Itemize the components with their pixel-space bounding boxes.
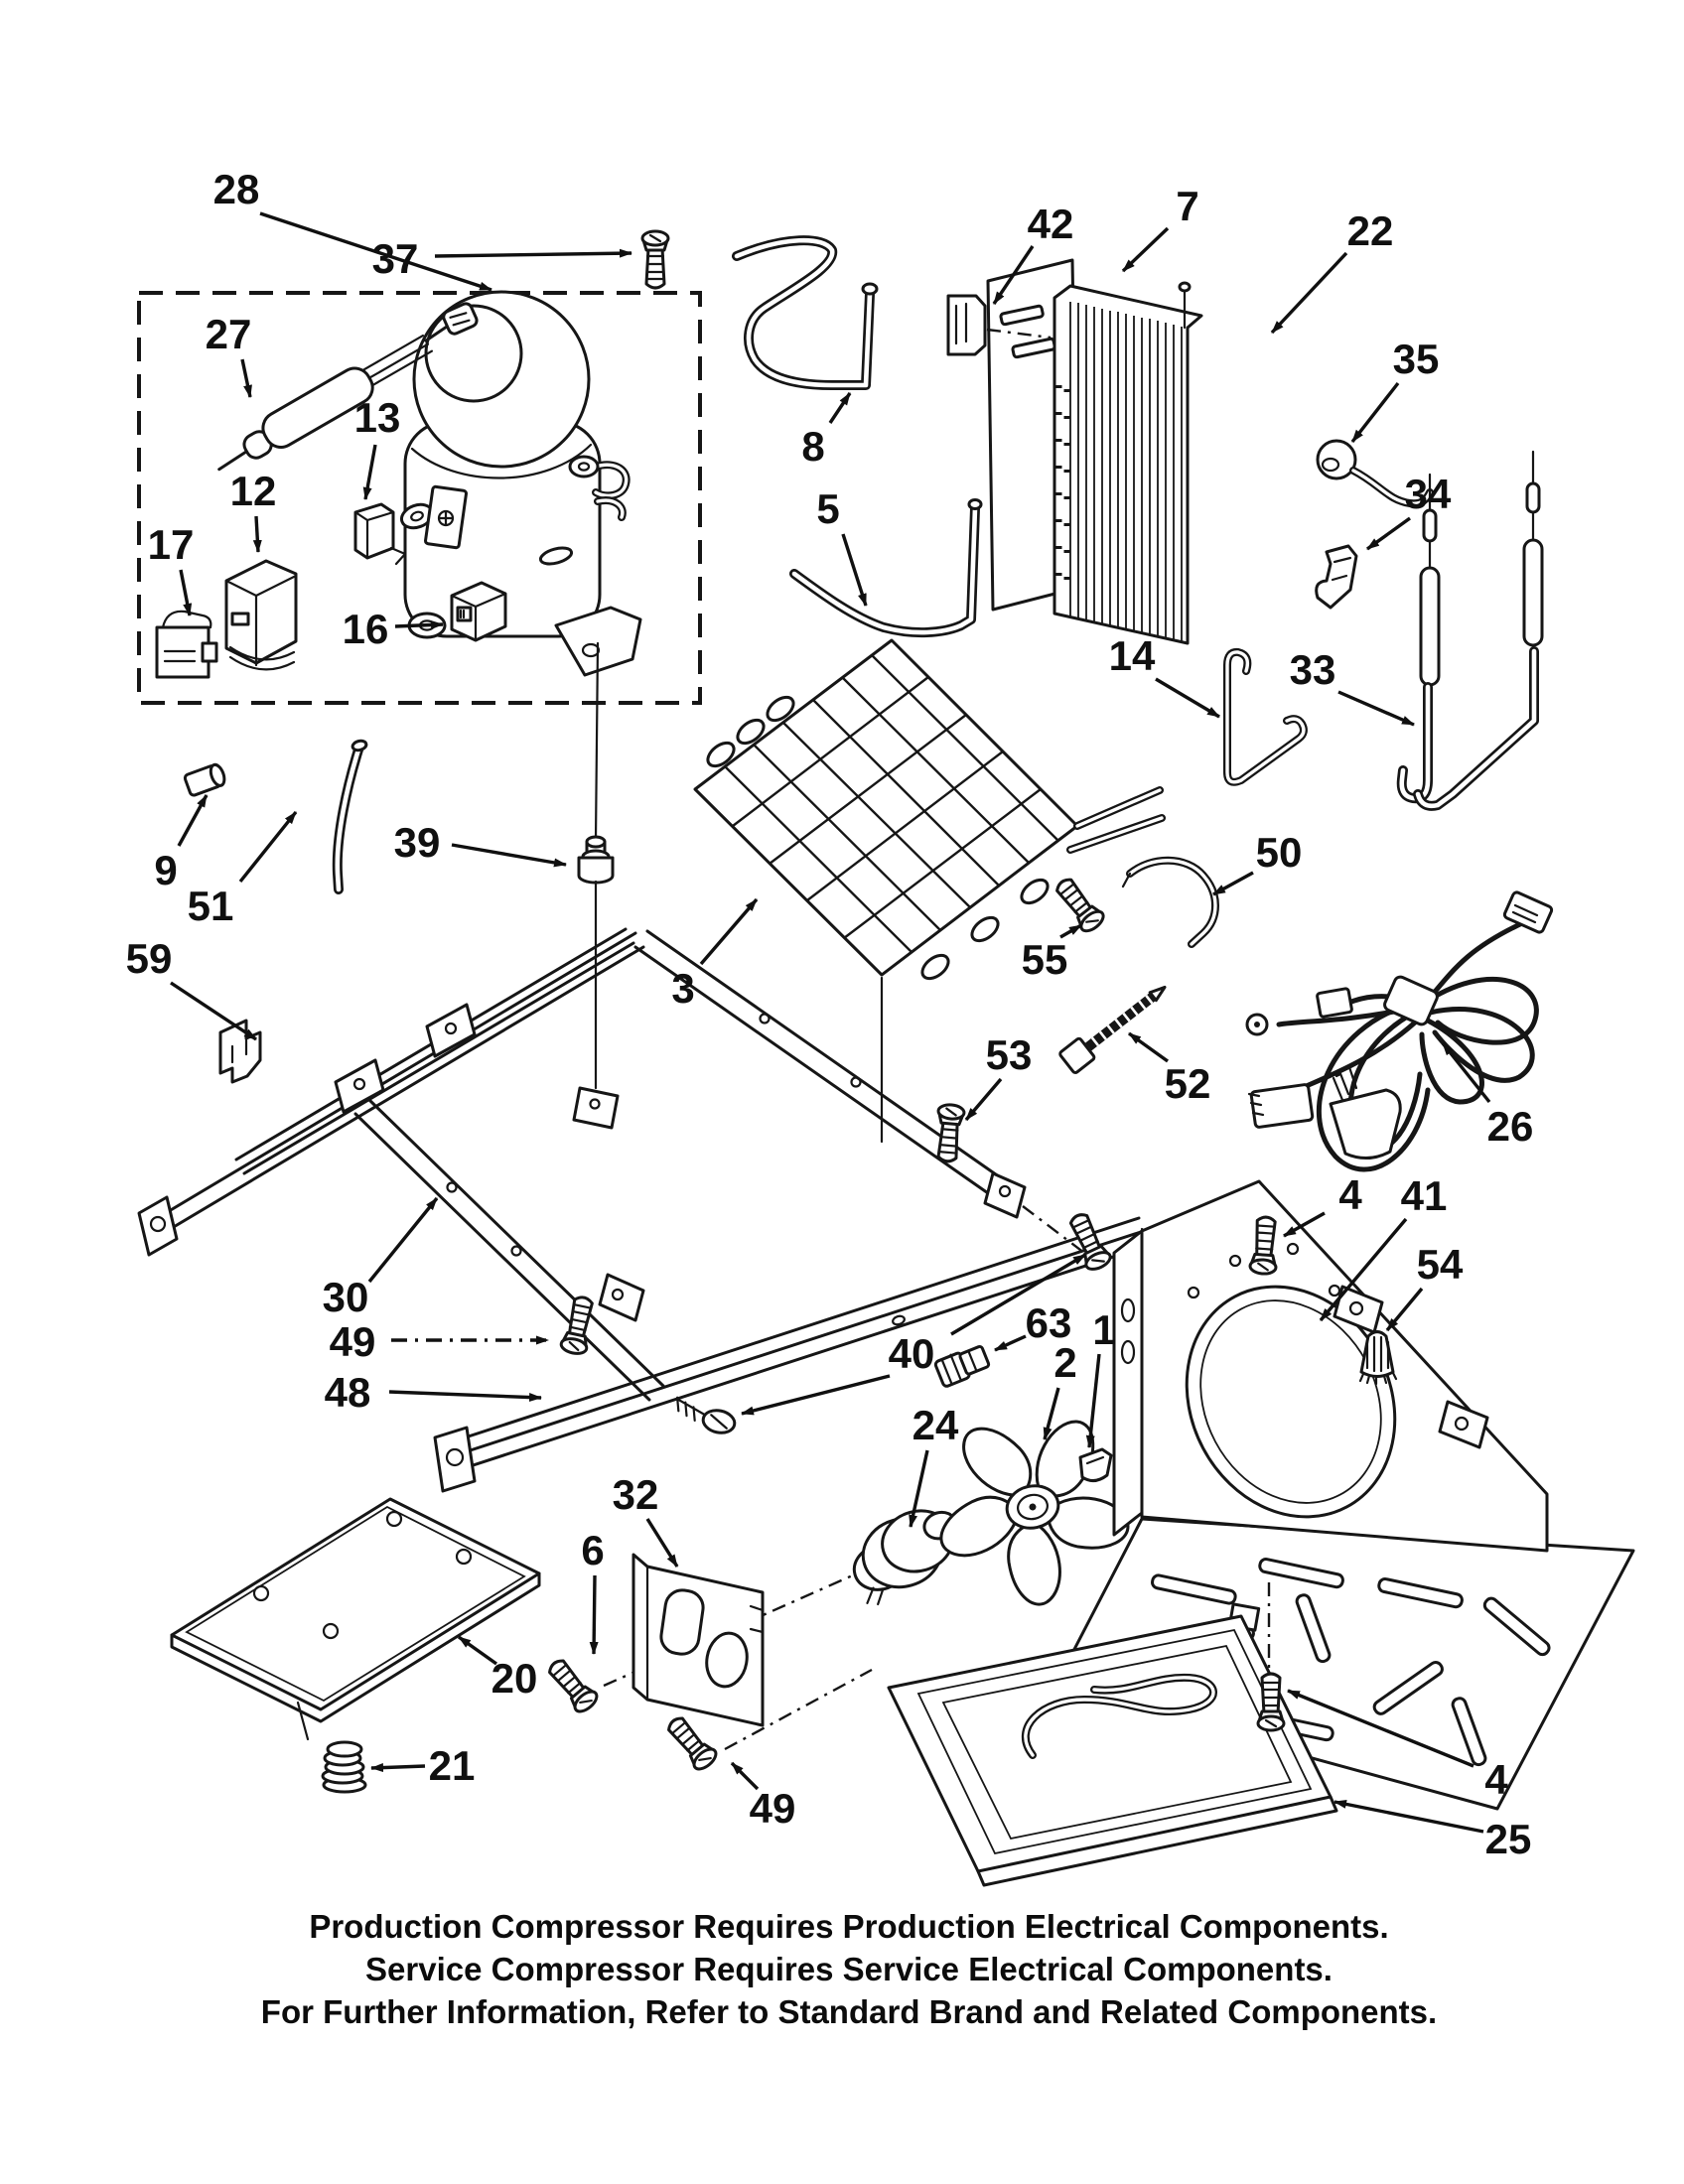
screw-49-bottom bbox=[663, 1712, 720, 1772]
callout-37 bbox=[372, 235, 632, 282]
leader-arrow-34 bbox=[1367, 518, 1410, 549]
callout-49 bbox=[732, 1763, 795, 1832]
clip-1 bbox=[1080, 1449, 1111, 1481]
part-number-39: 39 bbox=[393, 819, 441, 866]
leader-arrow-30 bbox=[369, 1198, 437, 1282]
part-number-9: 9 bbox=[154, 847, 178, 893]
spring-grommet-21 bbox=[323, 1742, 365, 1792]
callout-25 bbox=[1334, 1802, 1531, 1862]
start-device-17 bbox=[157, 612, 216, 677]
callout-53 bbox=[966, 1031, 1032, 1120]
callout-35 bbox=[1352, 336, 1439, 442]
cover-plate-20 bbox=[172, 1499, 539, 1739]
leader-arrow-33 bbox=[1338, 692, 1414, 725]
note-line-1: Production Compressor Requires Production Electrical Components. bbox=[309, 1908, 1389, 1945]
rail-assembly-30 bbox=[139, 929, 1084, 1400]
callout-27 bbox=[206, 311, 252, 397]
leader-arrow-8 bbox=[830, 393, 850, 423]
part-number-51: 51 bbox=[187, 883, 234, 929]
leader-arrow-5 bbox=[843, 534, 866, 606]
part-number-17: 17 bbox=[147, 521, 195, 568]
part-number-24: 24 bbox=[912, 1402, 959, 1448]
callout-51 bbox=[188, 812, 296, 929]
part-number-54: 54 bbox=[1416, 1241, 1464, 1288]
part-number-53: 53 bbox=[985, 1031, 1033, 1078]
part-number-1: 1 bbox=[1092, 1306, 1116, 1353]
part-number-7: 7 bbox=[1176, 183, 1199, 229]
leader-arrow-9 bbox=[179, 795, 207, 846]
callout-5 bbox=[816, 485, 866, 606]
part-number-49: 49 bbox=[749, 1785, 796, 1832]
condenser-drawing bbox=[988, 260, 1201, 643]
part-number-22: 22 bbox=[1346, 207, 1394, 254]
leader-arrow-63 bbox=[995, 1336, 1026, 1350]
leader-arrow-16 bbox=[395, 624, 443, 626]
clip-34 bbox=[1317, 546, 1356, 608]
leader-arrow-21 bbox=[371, 1766, 425, 1768]
grommet-39 bbox=[579, 837, 613, 883]
evaporator-drawing bbox=[695, 640, 1162, 1142]
callout-7 bbox=[1123, 183, 1199, 271]
part-number-41: 41 bbox=[1400, 1172, 1448, 1219]
part-number-16: 16 bbox=[342, 606, 389, 652]
compressor-drawing bbox=[398, 292, 640, 675]
callout-34 bbox=[1367, 471, 1452, 549]
part-number-4: 4 bbox=[1338, 1171, 1362, 1218]
tube-51 bbox=[338, 740, 367, 889]
callout-21 bbox=[371, 1742, 475, 1789]
note-line-3: For Further Information, Refer to Standard Brand and Related Components. bbox=[260, 1993, 1438, 2030]
note-line-2: Service Compressor Requires Service Electrical Components. bbox=[365, 1951, 1333, 1987]
part-number-32: 32 bbox=[612, 1471, 659, 1518]
leader-arrow-14 bbox=[1156, 679, 1219, 717]
callout-22 bbox=[1272, 207, 1393, 333]
callout-49 bbox=[330, 1318, 548, 1365]
callout-13 bbox=[354, 394, 401, 499]
callout-9 bbox=[154, 795, 207, 893]
part-number-59: 59 bbox=[125, 935, 173, 982]
part-number-8: 8 bbox=[801, 423, 825, 470]
part-number-6: 6 bbox=[581, 1527, 605, 1573]
leader-arrow-3 bbox=[701, 899, 757, 964]
part-number-3: 3 bbox=[671, 965, 695, 1012]
coupler-63 bbox=[934, 1343, 991, 1388]
part-number-42: 42 bbox=[1027, 201, 1074, 247]
part-number-28: 28 bbox=[212, 166, 260, 212]
leader-arrow-37 bbox=[435, 253, 632, 256]
callout-48 bbox=[325, 1369, 541, 1416]
overload-relay-12 bbox=[226, 561, 296, 669]
leader-arrow-6 bbox=[594, 1575, 595, 1654]
leader-arrow-52 bbox=[1129, 1033, 1168, 1061]
callout-39 bbox=[394, 819, 566, 866]
part-number-4: 4 bbox=[1484, 1756, 1508, 1803]
motor-bracket-32 bbox=[633, 1555, 763, 1725]
callout-30 bbox=[323, 1198, 437, 1320]
flat-screw-40 bbox=[672, 1398, 738, 1435]
sleeve-9 bbox=[184, 762, 226, 796]
leader-arrow-51 bbox=[240, 812, 296, 882]
callout-24 bbox=[911, 1402, 959, 1527]
part-number-33: 33 bbox=[1289, 646, 1336, 693]
tube-8 bbox=[737, 240, 877, 385]
leader-arrow-50 bbox=[1213, 873, 1253, 894]
leader-arrow-35 bbox=[1352, 383, 1398, 442]
screw-6 bbox=[544, 1655, 601, 1714]
callout-12 bbox=[230, 468, 277, 552]
part-number-5: 5 bbox=[816, 485, 840, 532]
screw-4-bottom bbox=[1258, 1674, 1284, 1730]
callout-14 bbox=[1109, 632, 1219, 717]
leader-arrow-40 bbox=[742, 1376, 890, 1414]
part-number-21: 21 bbox=[428, 1742, 476, 1789]
callout-6 bbox=[581, 1527, 604, 1654]
leader-arrow-27 bbox=[242, 359, 250, 397]
part-number-12: 12 bbox=[229, 468, 277, 514]
leader-arrow-17 bbox=[181, 570, 190, 615]
part-number-13: 13 bbox=[353, 394, 401, 441]
part-number-63: 63 bbox=[1025, 1299, 1072, 1346]
leader-arrow-7 bbox=[1123, 228, 1168, 271]
screw-49-left bbox=[560, 1295, 597, 1355]
leader-arrow-12 bbox=[256, 516, 258, 552]
leader-arrow-32 bbox=[647, 1519, 677, 1567]
part-number-55: 55 bbox=[1021, 936, 1068, 983]
callout-54 bbox=[1387, 1241, 1464, 1330]
callout-26 bbox=[1443, 1043, 1533, 1150]
callout-1 bbox=[1089, 1306, 1116, 1447]
part-number-48: 48 bbox=[324, 1369, 371, 1416]
part-number-26: 26 bbox=[1486, 1103, 1534, 1150]
leader-arrow-54 bbox=[1387, 1289, 1422, 1330]
callout-20 bbox=[459, 1637, 537, 1702]
leader-arrow-59 bbox=[171, 983, 256, 1039]
capacitor-16 bbox=[452, 583, 505, 640]
bracket-50 bbox=[1123, 861, 1215, 944]
leader-arrow-22 bbox=[1272, 253, 1346, 333]
leader-arrow-48 bbox=[389, 1392, 541, 1398]
screw-37 bbox=[642, 231, 668, 288]
callout-17 bbox=[148, 521, 195, 615]
part-number-30: 30 bbox=[322, 1274, 369, 1320]
part-number-52: 52 bbox=[1164, 1060, 1211, 1107]
part-number-37: 37 bbox=[371, 235, 419, 282]
cable-tie-52 bbox=[1059, 977, 1174, 1073]
part-number-14: 14 bbox=[1108, 632, 1156, 679]
callout-8 bbox=[801, 393, 850, 470]
part-number-49: 49 bbox=[329, 1318, 376, 1365]
leader-arrow-1 bbox=[1089, 1354, 1099, 1447]
callout-32 bbox=[613, 1471, 677, 1567]
clip-13 bbox=[355, 504, 405, 564]
callout-55 bbox=[1022, 925, 1081, 983]
part-number-27: 27 bbox=[205, 311, 252, 357]
leader-arrow-25 bbox=[1334, 1802, 1483, 1832]
leader-arrow-39 bbox=[452, 845, 566, 865]
callout-52 bbox=[1129, 1033, 1210, 1107]
callout-33 bbox=[1290, 646, 1414, 725]
part-number-25: 25 bbox=[1484, 1816, 1532, 1862]
callout-50 bbox=[1213, 829, 1302, 894]
callout-28 bbox=[213, 166, 491, 290]
leader-arrow-53 bbox=[966, 1079, 1001, 1120]
part-number-20: 20 bbox=[491, 1655, 538, 1702]
leader-arrow-13 bbox=[365, 445, 375, 499]
part-number-40: 40 bbox=[888, 1330, 935, 1377]
part-number-34: 34 bbox=[1404, 471, 1452, 517]
part-number-2: 2 bbox=[1053, 1339, 1077, 1386]
part-number-35: 35 bbox=[1392, 336, 1440, 382]
part-number-50: 50 bbox=[1255, 829, 1303, 876]
